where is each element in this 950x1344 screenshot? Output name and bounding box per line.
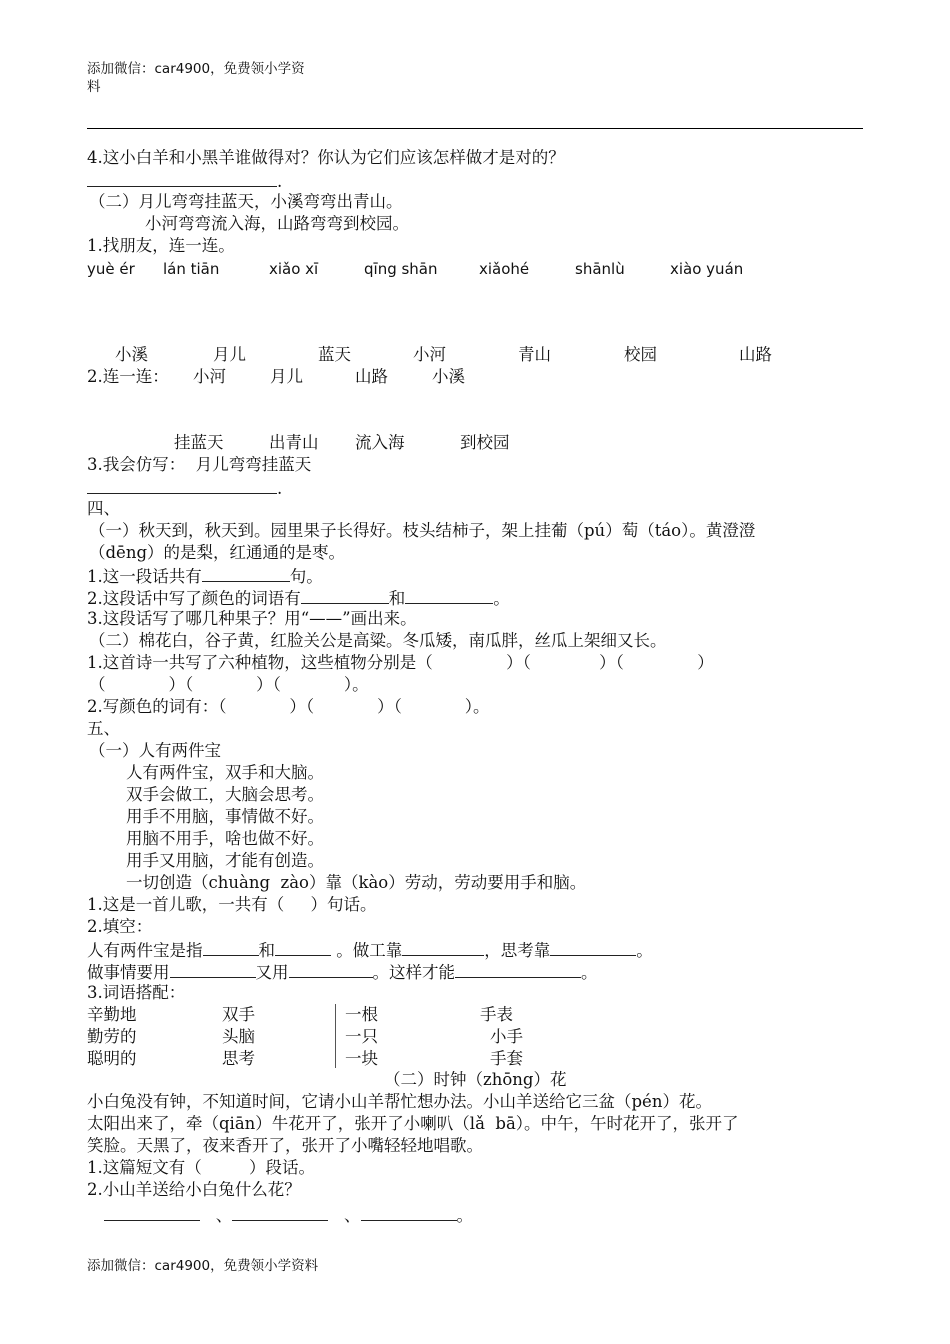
passage-4-1-line-1: （一）秋天到，秋天到。园里果子长得好。枝头结柿子，架上挂葡（pú）萄（táo）。黄澄澄 [89, 521, 756, 540]
poem-line: 双手会做工，大脑会思考。 [126, 785, 324, 804]
q5-4: 1.这篇短文有（ ）段话。 [87, 1158, 315, 1177]
passage-5-2-title: （二）时钟（zhōng）花 [384, 1070, 567, 1089]
poem2-line-1: （二）月儿弯弯挂蓝天，小溪弯弯出青山。 [89, 192, 403, 211]
word-item: 校园 [624, 345, 657, 364]
imitate-answer-line: . [87, 476, 282, 500]
section-4-title: 四、 [87, 499, 120, 518]
q5-5-answer-line: 、 、 。 [104, 1203, 473, 1227]
match-right-a: 一块 [345, 1049, 378, 1068]
poem-title: （一）人有两件宝 [89, 741, 221, 760]
q5-2: 2.填空： [87, 917, 153, 936]
pinyin-item: qīng shān [364, 260, 438, 278]
poem-line: 人有两件宝，双手和大脑。 [126, 763, 324, 782]
match-bottom-item: 到校园 [460, 433, 510, 452]
passage-4-2: （二）棉花白，谷子黄，红脸关公是高粱。冬瓜矮，南瓜胖，丝瓜上架细又长。 [89, 631, 667, 650]
match-top-item: 小河 [193, 367, 226, 386]
header-divider [87, 128, 863, 129]
match-right-a: 一只 [345, 1027, 378, 1046]
match-bottom-item: 出青山 [269, 433, 319, 452]
passage-5-2-line-2: 太阳出来了，牵（qiān）牛花开了，张开了小喇叭（lǎ bā）。中午，午时花开了，张开了 [87, 1114, 739, 1133]
match-question-1: 1.找朋友，连一连。 [87, 236, 235, 255]
q5-3: 3.词语搭配： [87, 983, 186, 1002]
passage-4-1-line-2: （dēng）的是梨，红通通的是枣。 [89, 543, 346, 562]
word-item: 小溪 [115, 345, 148, 364]
pinyin-item: lán tiān [163, 260, 220, 278]
q4-2: 2.这段话中写了颜色的词语有 和 。 [87, 586, 510, 610]
match-top-item: 山路 [355, 367, 388, 386]
q5-1: 1.这是一首儿歌，一共有（ ）句话。 [87, 895, 377, 914]
q4-answer-line: . [87, 169, 282, 193]
match-divider [335, 1004, 336, 1068]
match-bottom-item: 挂蓝天 [174, 433, 224, 452]
q5-5: 2.小山羊送给小白兔什么花？ [87, 1180, 301, 1199]
footer-text: 添加微信：car4900，免费领小学资料 [87, 1258, 319, 1274]
pinyin-item: xiào yuán [670, 260, 744, 278]
fill-line-1: 人有两件宝是指 和 。做工靠 ，思考靠 。 [87, 938, 653, 962]
q4-question: 4.这小白羊和小黑羊谁做得对？你认为它们应该怎样做才是对的？ [87, 148, 565, 167]
word-item: 蓝天 [318, 345, 351, 364]
pinyin-item: shānlù [575, 260, 625, 278]
poem-line: 用手不用脑，事情做不好。 [126, 807, 324, 826]
passage-5-2-line-3: 笑脸。天黑了，夜来香开了，张开了小嘴轻轻地唱歌。 [87, 1136, 483, 1155]
header-line-1: 添加微信：car4900，免费领小学资 [87, 61, 305, 77]
poem2-line-2: 小河弯弯流入海，山路弯弯到校园。 [145, 214, 409, 233]
q4-4-line-1: 1.这首诗一共写了六种植物，这些植物分别是（ ）（ ）（ ） [87, 653, 714, 672]
poem-line: 用脑不用手，啥也做不好。 [126, 829, 324, 848]
word-item: 山路 [739, 345, 772, 364]
word-item: 小河 [413, 345, 446, 364]
match-top-item: 小溪 [432, 367, 465, 386]
match-bottom-item: 流入海 [355, 433, 405, 452]
poem-line: 一切创造（chuàng zào）靠（kào）劳动，劳动要用手和脑。 [126, 873, 587, 892]
q4-5: 2.写颜色的词有：（ ）（ ）（ ）。 [87, 697, 490, 716]
poem-line: 用手又用脑，才能有创造。 [126, 851, 324, 870]
passage-5-2-line-1: 小白兔没有钟，不知道时间，它请小山羊帮忙想办法。小山羊送给它三盆（pén）花。 [87, 1092, 712, 1111]
pinyin-item: yuè ér [87, 260, 135, 278]
match-top-item: 月儿 [270, 367, 303, 386]
match-right-b: 手套 [490, 1049, 523, 1068]
match-left-b: 头脑 [222, 1027, 255, 1046]
match-right-a: 一根 [345, 1005, 378, 1024]
imitate-question: 3.我会仿写： 月儿弯弯挂蓝天 [87, 455, 312, 474]
match-left-b: 双手 [222, 1005, 255, 1024]
q4-1: 1.这一段话共有 句。 [87, 564, 323, 588]
word-item: 青山 [518, 345, 551, 364]
word-item: 月儿 [213, 345, 246, 364]
pinyin-item: xiǎo xī [269, 260, 319, 278]
match-right-b: 小手 [490, 1027, 523, 1046]
match-left-b: 思考 [222, 1049, 255, 1068]
match-right-b: 手表 [480, 1005, 513, 1024]
pinyin-item: xiǎohé [479, 260, 530, 278]
fill-line-2: 做事情要用 又用 。这样才能 。 [87, 960, 598, 984]
match-left-a: 辛勤地 [87, 1005, 137, 1024]
match-left-a: 勤劳的 [87, 1027, 137, 1046]
match-left-a: 聪明的 [87, 1049, 137, 1068]
q4-3: 3.这段话写了哪几种果子？用“——”画出来。 [87, 609, 417, 628]
q4-4-line-2: （ ）（ ）（ ）。 [89, 675, 369, 694]
header-line-2: 料 [87, 79, 101, 95]
match-question-2: 2.连一连： [87, 367, 169, 386]
section-5-title: 五、 [87, 719, 120, 738]
